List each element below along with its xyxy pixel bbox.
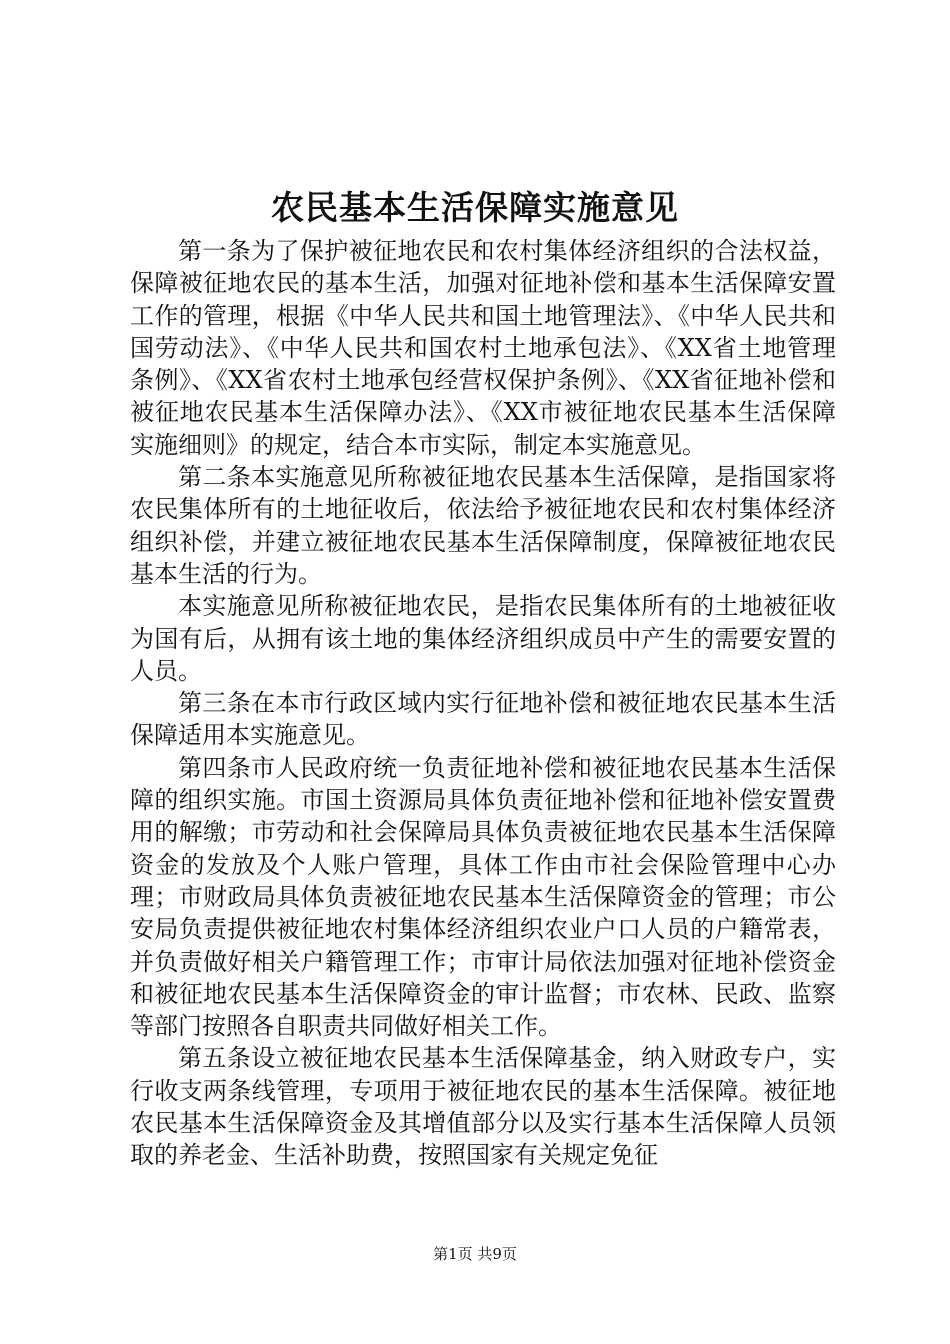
paragraph-article-3: 第三条在本市行政区域内实行征地补偿和被征地农民基本生活保障适用本实施意见。 [130, 689, 836, 750]
paragraph-article-2: 第二条本实施意见所称被征地农民基本生活保障，是指国家将农民集体所有的土地征收后，依法给予被征地农民和农村集体经济组织补偿，并建立被征地农民基本生活保障制度，保障被征地农民基本生活的行为。 [130, 463, 836, 588]
paragraph-definition: 本实施意见所称被征地农民，是指农民集体所有的土地被征收为国有后，从拥有该土地的集体经济组织成员中产生的需要安置的人员。 [130, 592, 836, 685]
page-number-footer: 第1页 共9页 [433, 1245, 517, 1263]
document-title: 农民基本生活保障实施意见 [271, 188, 679, 227]
paragraph-article-5: 第五条设立被征地农民基本生活保障基金，纳入财政专户，实行收支两条线管理，专项用于被征地农民的基本生活保障。被征地农民基本生活保障资金及其增值部分以及实行基本生活保障人员领取的养老金、生活补助费，按照国家有关规定免征 [130, 1044, 836, 1170]
paragraph-article-4: 第四条市人民政府统一负责征地补偿和被征地农民基本生活保障的组织实施。市国土资源局具体负责征地补偿和征地补偿安置费用的解缴；市劳动和社会保障局具体负责被征地农民基本生活保障资金的发放及个人账户管理，具体工作由市社会保险管理中心办理；市财政局具体负责被征地农民基本生活保障资金的管理；市公安局负责提供被征地农村集体经济组织农业户口人员的户籍常表，并负责做好相关户籍管理工作；市审计局依法加强对征地补偿资金和被征地农民基本生活保障资金的审计监督；市农林、民政、监察等部门按照各自职责共同做好相关工作。 [130, 753, 836, 1041]
document-body [130, 235, 836, 1185]
paragraph-article-1: 第一条为了保护被征地农民和农村集体经济组织的合法权益，保障被征地农民的基本生活，加强对征地补偿和基本生活保障安置工作的管理，根据《中华人民共和国土地管理法》、《中华人民共和国劳动法》、《中华人民共和国农村土地承包法》、《XX省土地管理条例》、《XX省农村土地承包经营权保护条例》、《XX省征地补偿和被征地农民基本生活保障办法》、《XX市被征地农民基本生活保障实施细则》的规定，结合本市实际，制定本实施意见。 [130, 237, 836, 459]
